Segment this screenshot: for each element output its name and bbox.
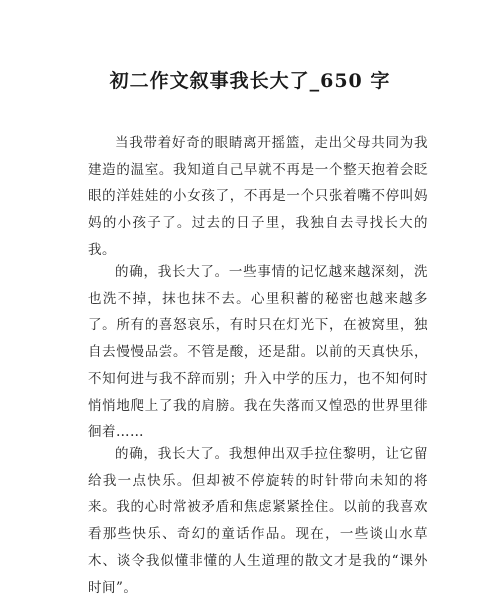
document-title: 初二作文叙事我长大了_650 字 <box>109 70 391 92</box>
paragraph-3: 的确，我长大了。我想伸出双手拉住黎明，让它留给我一点快乐。但却被不停旋转的时针带向未知的将来。我的心时常被矛盾和焦虑紧紧拴住。以前的我喜欢看那些快乐、奇幻的童话作品。现在，一些谈山水草木、谈令我似懂非懂的人生道理的散文才是我的“课外时间”。 <box>88 446 428 596</box>
paragraph-1: 当我带着好奇的眼睛离开摇篮，走出父母共同为我建造的温室。我知道自己早就不再是一个整天抱着会眨眼的洋娃娃的小女孩了，不再是一个只张着嘴不停叫妈妈的小孩子了。过去的日子里，我独自去寻找长大的我。 <box>88 135 428 258</box>
paragraph-2: 的确，我长大了。一些事情的记忆越来越深刻，洗也洗不掉，抹也抹不去。心里积蓄的秘密也越来越多了。所有的喜怒哀乐，有时只在灯光下，在被窝里，独自去慢慢品尝。不管是酸，还是甜。以前的天真快乐，不知何进与我不辞而别；升入中学的压力，也不知何时悄悄地爬上了我的肩膀。我在失落而又惶恐的世界里徘徊着…… <box>88 264 428 441</box>
